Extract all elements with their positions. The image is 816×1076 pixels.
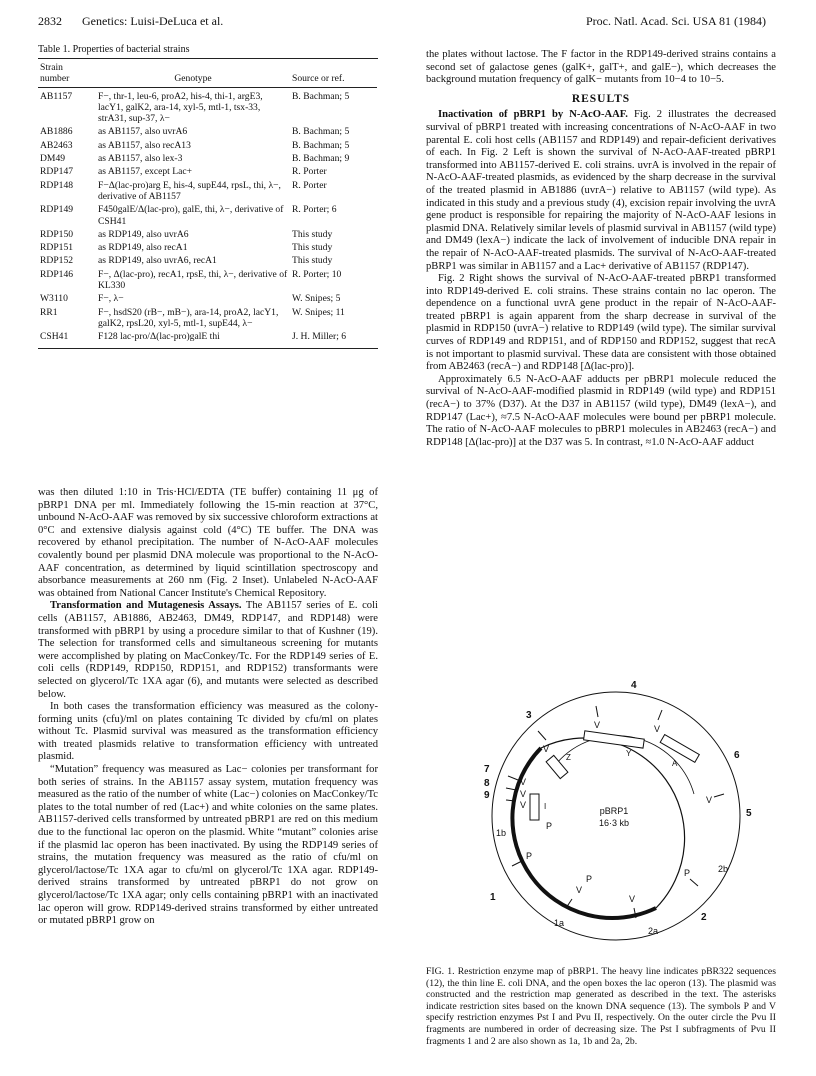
source-cell: W. Snipes; 11 xyxy=(292,306,345,318)
table-row xyxy=(38,140,377,153)
lac-box-3 xyxy=(660,735,699,763)
genotype-cell: F−, λ− xyxy=(98,293,124,305)
genotype-cell: F−, hsdS20 (rB−, mB−), ara-14, proA2, lacY1, galK2, rpsL20, xyl-5, mtl-1, supE44, λ− xyxy=(98,306,279,329)
running-head-journal: Proc. Natl. Acad. Sci. USA 81 (1984) xyxy=(586,14,766,28)
table-row xyxy=(38,269,377,294)
right-paragraph-4: Approximately 6.5 N-AcO-AAF adducts per pBRP1 molecule reduced the survival of N-AcO-AAF-modified plasmid in RDP149 (wild type) and RDP151 (recA−) to 37% (D37). At the D37 in AB1157 (wild type), DM49 (lexA−), and RDP147 (Lac+), ≈7.5 N-AcO-AAF molecules were bound per pBRP1 molecule. The ratio of N-AcO-AAF molecules to pBRP1 molecules in AB2463 (recA−) and RDP148 [Δ(lac-pro)] at the D37 was 5. In contrast, ≈1.0 N-AcO-AAF adduct xyxy=(426,373,776,448)
gene-a: A xyxy=(672,759,678,768)
left-paragraph-2 xyxy=(38,600,378,701)
right-paragraph-1: the plates without lactose. The F factor in the RDP149-derived strains contains a second set of galactose genes (galK+, galT+, and galE−), which decreases the background mutation frequency of galK− mutants from 10−4 to 10−5. xyxy=(426,49,776,86)
site-v-1: V xyxy=(543,744,550,754)
source-cell: This study xyxy=(292,242,333,254)
strains-table-block xyxy=(38,44,378,349)
genotype-cell: as AB1157, also recA13 xyxy=(98,139,191,151)
source-cell: W. Snipes; 5 xyxy=(292,293,341,305)
fragment-2: 2 xyxy=(701,912,707,923)
genotype-cell: as AB1157, except Lac+ xyxy=(98,166,193,178)
right-paragraph-2-body: Fig. 2 illustrates the decreased survival of pBRP1 treated with increasing concentrations of N-AcO-AAF in two parental E. coli host cells (AB1157 and RDP149) and repair-deficient derivatives of each. In Fig. 2 Left is shown the survival of N-AcO-AAF-treated pBRP1 transformed into AB1157-derived E. coli strains. uvrA is involved in the repair of N-AcO-AAF-treated plasmids, as evidenced by the sharp decrease in the survival of the treated plasmid in AB1886 (uvrA−) relative to AB1157 (wild type). As indicated in this study and a previous study (4), excision repair involving the uvrA gene product is responsible for repairing the majority of N-AcO-AAF lesions in plasmid DNA. Relatively similar levels of plasmid survival in AB1157 (wild type) and DM49 (lexA−) indicate the lack of involvement of inducible DNA repair in the repair of N-AcO-AAF-treated plasmids. The survival of N-AcO-AAF-treated pBRP1 was similar in AB1157 and a Lac+ derivative of AB1157 (RDP147). xyxy=(426,109,776,272)
table-header-row xyxy=(38,59,377,85)
genotype-cell: as RDP149, also uvrA6, recA1 xyxy=(98,255,217,267)
site-v-6: V xyxy=(520,789,527,799)
site-p-3: P xyxy=(684,868,691,878)
plasmid-size: 16·3 kb xyxy=(598,818,630,828)
genotype-cell: F−Δ(lac-pro)arg E, his-4, supE44, rpsL, thi, λ−, derivative of AB1157 xyxy=(98,179,281,202)
subfragment-1a: 1a xyxy=(554,918,565,928)
site-v-5: V xyxy=(520,777,527,787)
table-row xyxy=(38,126,377,139)
site-v-2: V xyxy=(594,720,601,730)
source-cell: B. Bachman; 5 xyxy=(292,126,350,138)
table-row xyxy=(38,180,377,205)
table-row xyxy=(38,166,377,179)
source-cell: R. Porter xyxy=(292,166,327,178)
strain-cell: RDP148 xyxy=(40,179,74,191)
source-cell: R. Porter; 10 xyxy=(292,268,342,280)
strain-cell: AB2463 xyxy=(40,139,73,151)
gene-y: Y xyxy=(626,749,632,758)
table-row xyxy=(38,242,377,255)
strain-cell: AB1157 xyxy=(40,90,73,102)
strain-cell: RDP151 xyxy=(40,242,74,254)
table-row xyxy=(38,91,377,127)
strain-cell: RDP149 xyxy=(40,204,74,216)
fragment-3: 3 xyxy=(526,710,532,721)
lac-box-4 xyxy=(530,794,539,820)
site-v-9: V xyxy=(629,894,636,904)
source-cell: B. Bachman; 5 xyxy=(292,90,350,102)
left-column-text xyxy=(38,487,378,928)
fragment-9: 9 xyxy=(484,790,490,801)
site-p-1: P xyxy=(546,821,553,831)
genotype-cell: as RDP149, also uvrA6 xyxy=(98,228,189,240)
source-cell: R. Porter xyxy=(292,179,327,191)
site-p-2: P xyxy=(526,851,533,861)
source-cell: This study xyxy=(292,255,333,267)
genotype-cell: as AB1157, also lex-3 xyxy=(98,153,183,165)
outer-circle xyxy=(492,692,740,940)
subfragment-1b: 1b xyxy=(496,828,507,838)
running-head-section: Genetics: Luisi-DeLuca et al. xyxy=(82,14,224,28)
col-strain-header: Strain number xyxy=(40,62,70,85)
genotype-cell: F−, Δ(lac-pro), recA1, rpsE, thi, λ−, derivative of KL330 xyxy=(98,268,288,292)
plasmid-map-figure xyxy=(426,676,776,961)
left-paragraph-1: was then diluted 1:10 in Tris·HCl/EDTA (TE buffer) containing 11 μg of pBRP1 DNA per ml. Immediately following the 15-min reaction at 37°C, unbound N-AcO-AAF was removed by six successive chloroform extractions at 0°C and extensive dialysis against cold (4°C) TE buffer. The DNA was recovered by ethanol precipitation. The number of N-AcO-AAF molecules covalently bound per plasmid DNA molecule was proportional to the N-AcO-AAF concentration, as determined by liquid scintillation spectroscopy and absorbance measurements at 260 nm (Fig. 2 Inset). Unlabeled N-AcO-AAF was obtained from National Cancer Institute's Chemical Repository. xyxy=(38,487,378,599)
genotype-cell: F−, thr-1, leu-6, proA2, his-4, thi-1, argE3, lacY1, galK2, ara-14, xyl-5, mtl-1, tsx-33, strA31, sup-37, λ− xyxy=(98,90,263,125)
fragment-5: 5 xyxy=(746,808,752,819)
right-column-text xyxy=(426,49,776,449)
strain-cell: RDP147 xyxy=(40,166,74,178)
strain-cell: RDP146 xyxy=(40,268,74,280)
table-row xyxy=(38,293,377,306)
col-source-header: Source or ref. xyxy=(292,73,345,84)
site-p-4: P xyxy=(586,874,593,884)
site-v-7: V xyxy=(520,800,527,810)
subsection-heading-inactivation: Inactivation of pBRP1 by N-AcO-AAF. xyxy=(438,109,628,121)
subfragment-2b: 2b xyxy=(718,864,729,874)
table-row xyxy=(38,153,377,166)
lac-box-1 xyxy=(546,755,568,778)
genotype-cell: as AB1157, also uvrA6 xyxy=(98,126,188,138)
results-heading: RESULTS xyxy=(571,92,631,105)
col-genotype-header: Genotype xyxy=(174,73,212,84)
strain-cell: RR1 xyxy=(40,306,58,318)
strain-cell: CSH41 xyxy=(40,331,69,343)
fragment-6: 6 xyxy=(734,750,740,761)
left-paragraph-4: “Mutation” frequency was measured as Lac− colonies per transformant for both series of strains. In the AB1157 assay system, mutation frequency was measured as the ratio of the number of white (Lac−) colonies on MacConkey/Tc plates to the total number of red (Lac+) and white colonies on the same plates. AB1157-derived cells transformed by untreated pBRP1 are red on this medium due to the functional lac operon on the plasmid. White “mutant” colonies arise if the plasmid lac operon has been inactivated. By using the RDP149 series of strains, the mutation frequency was measured as the ratio of cfu/ml on glycerol/lactose/Tc 1XA agar to cfu/ml on glycerol/Tc 1XA agar. RDP149-derived strains transformed by untreated pBRP1 do not grow on glycerol/lactose/Tc 1XA agar; only cells containing pBRP1 with an inactivated lac operon will grow. RDP149-derived strains transformed by either untreated or mutated pBRP1 grow on xyxy=(38,764,378,927)
strain-cell: DM49 xyxy=(40,153,66,165)
right-paragraph-2 xyxy=(426,109,776,273)
table-row xyxy=(38,331,377,344)
strains-table xyxy=(38,59,377,345)
source-cell: B. Bachman; 5 xyxy=(292,139,350,151)
page-number: 2832 xyxy=(38,14,62,28)
strain-cell: AB1886 xyxy=(40,126,73,138)
lac-box-2 xyxy=(584,731,645,748)
plasmid-name: pBRP1 xyxy=(599,806,629,816)
site-v-3: V xyxy=(654,724,661,734)
right-paragraph-3: Fig. 2 Right shows the survival of N-AcO-AAF-treated pBRP1 transformed into RDP149-derived E. coli strains. These strains contain no lac operon. The dependence on a functional uvrA gene product in the repair of N-AcO-AAF-treated pBRP1 is again apparent from the sharp decrease in survival of the plasmid in RDP150 (uvrA−) relative to RDP149 (wild type). The similar survival curves of RDP149 and RDP151, and of RDP150 and RDP152, suggest that recA is not important to plasmid survival. These data are consistent with those obtained from AB2463 (recA−) and RDP148 [Δ(lac-pro)]. xyxy=(426,273,776,373)
strain-cell: W3110 xyxy=(40,293,68,305)
genotype-cell: as RDP149, also recA1 xyxy=(98,242,188,254)
strain-cell: RDP150 xyxy=(40,228,74,240)
fragment-8: 8 xyxy=(484,778,490,789)
table-row xyxy=(38,204,377,229)
fragment-7: 7 xyxy=(484,764,490,775)
fragment-1: 1 xyxy=(490,892,496,903)
source-cell: J. H. Miller; 6 xyxy=(292,331,347,343)
subfragment-2a: 2a xyxy=(648,926,659,936)
figure-caption: FIG. 1. Restriction enzyme map of pBRP1. The heavy line indicates pBR322 sequences (12), the thin line E. coli DNA, and the open boxes the lac operon (13). The plasmid was constructed and the restriction map generated as described in the text. The asterisks indicate restriction sites based on the known DNA sequence (13). The symbols P and V specify restriction enzymes Pst I and Pvu II, respectively. On the outer circle the Pvu II fragments are numbered in order of decreasing size. The Pst I subfragments of Pvu II fragments 1 and 2 are also shown as 1a, 1b and 2a, 2b. xyxy=(426,966,776,1047)
table-row xyxy=(38,229,377,242)
gene-z: Z xyxy=(566,753,571,762)
table-row xyxy=(38,307,377,332)
strain-cell: RDP152 xyxy=(40,255,74,267)
left-paragraph-2-body: The AB1157 series of E. coli cells (AB1157, AB1886, AB2463, DM49, RDP147, and RDP148) were transformed with pBRP1 by using a procedure similar to that of Kushner (19). The selection for transformed cells and simultaneous screening for mutants were accomplished by plating on MacConkey/Tc. For the RDP149 series of E. coli cells (RDP149, RDP150, RDP151, and RDP152) transformants were selected on glycerol/Tc 1XA agar (6), and mutants were selected as described below. xyxy=(38,600,378,700)
lac-gene-letters xyxy=(544,749,678,811)
table-title: Table 1. Properties of bacterial strains xyxy=(38,44,190,55)
genotype-cell: F450galE/Δ(lac-pro), galE, thi, λ−, derivative of CSH41 xyxy=(98,204,284,227)
source-cell: B. Bachman; 9 xyxy=(292,153,350,165)
site-v-8: V xyxy=(576,885,583,895)
subsection-heading-transformation: Transformation and Mutagenesis Assays. xyxy=(50,600,242,612)
source-cell: R. Porter; 6 xyxy=(292,204,337,216)
table-row xyxy=(38,255,377,268)
gene-i: I xyxy=(544,802,547,811)
fragment-4: 4 xyxy=(631,680,637,691)
source-cell: This study xyxy=(292,228,333,240)
left-paragraph-3: In both cases the transformation efficiency was measured as the colony-forming units (cfu)/ml on plates containing Tc divided by cfu/ml on plates without Tc. Plasmid survival was measured as the transformation efficiency with treated plasmids relative to transformation efficiency with untreated plasmid. xyxy=(38,701,378,763)
genotype-cell: F128 lac-pro/Δ(lac-pro)galE thi xyxy=(98,331,220,343)
pbr322-heavy-line xyxy=(512,748,656,918)
site-v-4: V xyxy=(706,795,713,805)
